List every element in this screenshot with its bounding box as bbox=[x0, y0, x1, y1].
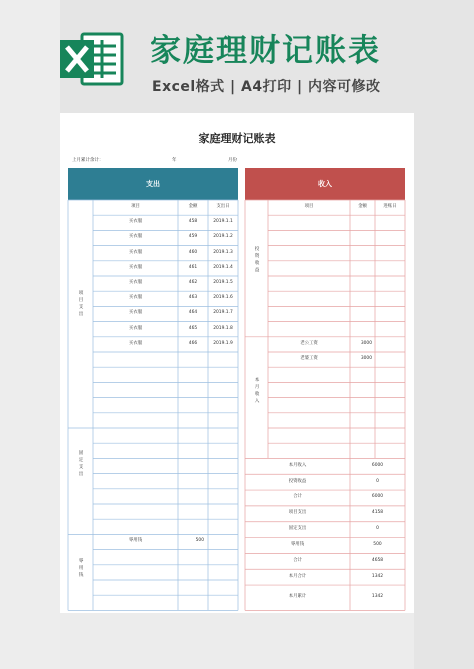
main-title: 家庭理财记账表 bbox=[150, 33, 381, 69]
expense-row-item: 买衣服 bbox=[128, 340, 143, 346]
income-row-amount: 3000 bbox=[360, 356, 372, 361]
summary-label: 本月收入 bbox=[288, 462, 307, 468]
expense-group-fixed: 固定支出 bbox=[78, 451, 84, 477]
expense-row-date: 2019.1.6 bbox=[213, 295, 233, 301]
summary-value: 4658 bbox=[371, 557, 384, 563]
expense-row-item: 买衣服 bbox=[128, 219, 143, 225]
summary-label: 零用钱 bbox=[290, 541, 305, 547]
expense-row-amount: 466 bbox=[188, 340, 198, 346]
income-row-item: 老婆工资 bbox=[300, 356, 318, 361]
expense-row-amount: 465 bbox=[188, 325, 198, 331]
meta-year: 年 bbox=[172, 158, 177, 163]
expense-row-date: 2019.1.5 bbox=[213, 280, 233, 285]
expense-row-amount: 461 bbox=[188, 264, 198, 270]
expense-row-item: 买衣服 bbox=[128, 310, 143, 316]
summary-label: 本月累计 bbox=[288, 594, 307, 600]
expense-row-amount: 464 bbox=[188, 310, 198, 316]
expense-row-date: 2019.1.4 bbox=[213, 264, 233, 270]
expense-row-amount: 463 bbox=[188, 295, 198, 301]
expense-row-amount: 458 bbox=[188, 219, 198, 225]
table-grid bbox=[60, 113, 414, 613]
income-row-amount: 3000 bbox=[360, 340, 372, 346]
expense-group-misc: 零用钱 bbox=[78, 559, 84, 579]
expense-row-item: 买衣服 bbox=[128, 234, 143, 240]
promo-header bbox=[0, 0, 474, 110]
income-col-date: 进账日 bbox=[383, 204, 397, 209]
expense-row-item: 买衣服 bbox=[128, 249, 143, 255]
expense-row-date: 2019.1.1 bbox=[213, 219, 233, 225]
expense-row-date: 2019.1.9 bbox=[213, 340, 233, 346]
summary-value: 500 bbox=[373, 541, 382, 547]
spreadsheet-preview bbox=[60, 113, 414, 613]
expense-row-amount: 462 bbox=[188, 280, 198, 285]
expense-row-item: 买衣服 bbox=[128, 325, 143, 331]
summary-value: 4158 bbox=[371, 510, 384, 516]
expense-col-item: 项目 bbox=[131, 204, 140, 209]
expense-row-date: 2019.1.8 bbox=[213, 325, 233, 331]
income-group-month: 本月收入 bbox=[254, 377, 260, 404]
expense-row-amount: 460 bbox=[188, 249, 198, 255]
bottom-margin bbox=[60, 613, 414, 669]
income-group-invest: 投资收益 bbox=[254, 247, 260, 273]
income-col-item: 项目 bbox=[304, 204, 314, 209]
summary-value: 0 bbox=[376, 526, 379, 532]
summary-value: 6000 bbox=[371, 494, 384, 500]
income-header: 收入 bbox=[245, 168, 405, 200]
summary-value: 1342 bbox=[371, 573, 384, 579]
excel-icon bbox=[58, 30, 126, 88]
meta-month: 月份 bbox=[228, 158, 237, 163]
expense-row-item: 买衣服 bbox=[128, 264, 143, 270]
expense-row-date: 2019.1.2 bbox=[213, 234, 233, 240]
summary-value: 1342 bbox=[371, 594, 384, 600]
subtitle: Excel格式 | A4打印 | 内容可修改 bbox=[152, 79, 381, 95]
summary-label: 合计 bbox=[293, 494, 302, 500]
expense-misc-item: 零用钱 bbox=[128, 538, 143, 544]
expense-header: 支出 bbox=[68, 168, 238, 200]
summary-label: 合计 bbox=[293, 557, 302, 563]
expense-row-date: 2019.1.7 bbox=[213, 310, 233, 316]
expense-row-item: 买衣服 bbox=[128, 280, 143, 285]
expense-row-item: 买衣服 bbox=[128, 295, 143, 301]
summary-value: 0 bbox=[376, 478, 379, 484]
income-col-amount: 金额 bbox=[358, 204, 367, 209]
summary-label: 本月合计 bbox=[288, 573, 307, 579]
expense-col-amount: 金额 bbox=[188, 204, 198, 209]
summary-label: 投资收益 bbox=[288, 478, 307, 484]
summary-label: 固定支出 bbox=[288, 526, 307, 532]
summary-value: 6000 bbox=[371, 462, 384, 468]
sheet-title: 家庭理财记账表 bbox=[198, 132, 276, 145]
income-row-item: 老公工资 bbox=[300, 340, 318, 346]
expense-group-daily: 项目支出 bbox=[78, 291, 84, 317]
summary-label: 项目支出 bbox=[288, 510, 307, 516]
expense-col-date: 支出日 bbox=[216, 204, 230, 209]
meta-prev-balance: 上月累计余计： bbox=[72, 158, 104, 163]
expense-row-date: 2019.1.3 bbox=[213, 249, 233, 255]
expense-row-amount: 459 bbox=[188, 234, 198, 240]
expense-misc-amount: 500 bbox=[195, 538, 204, 544]
